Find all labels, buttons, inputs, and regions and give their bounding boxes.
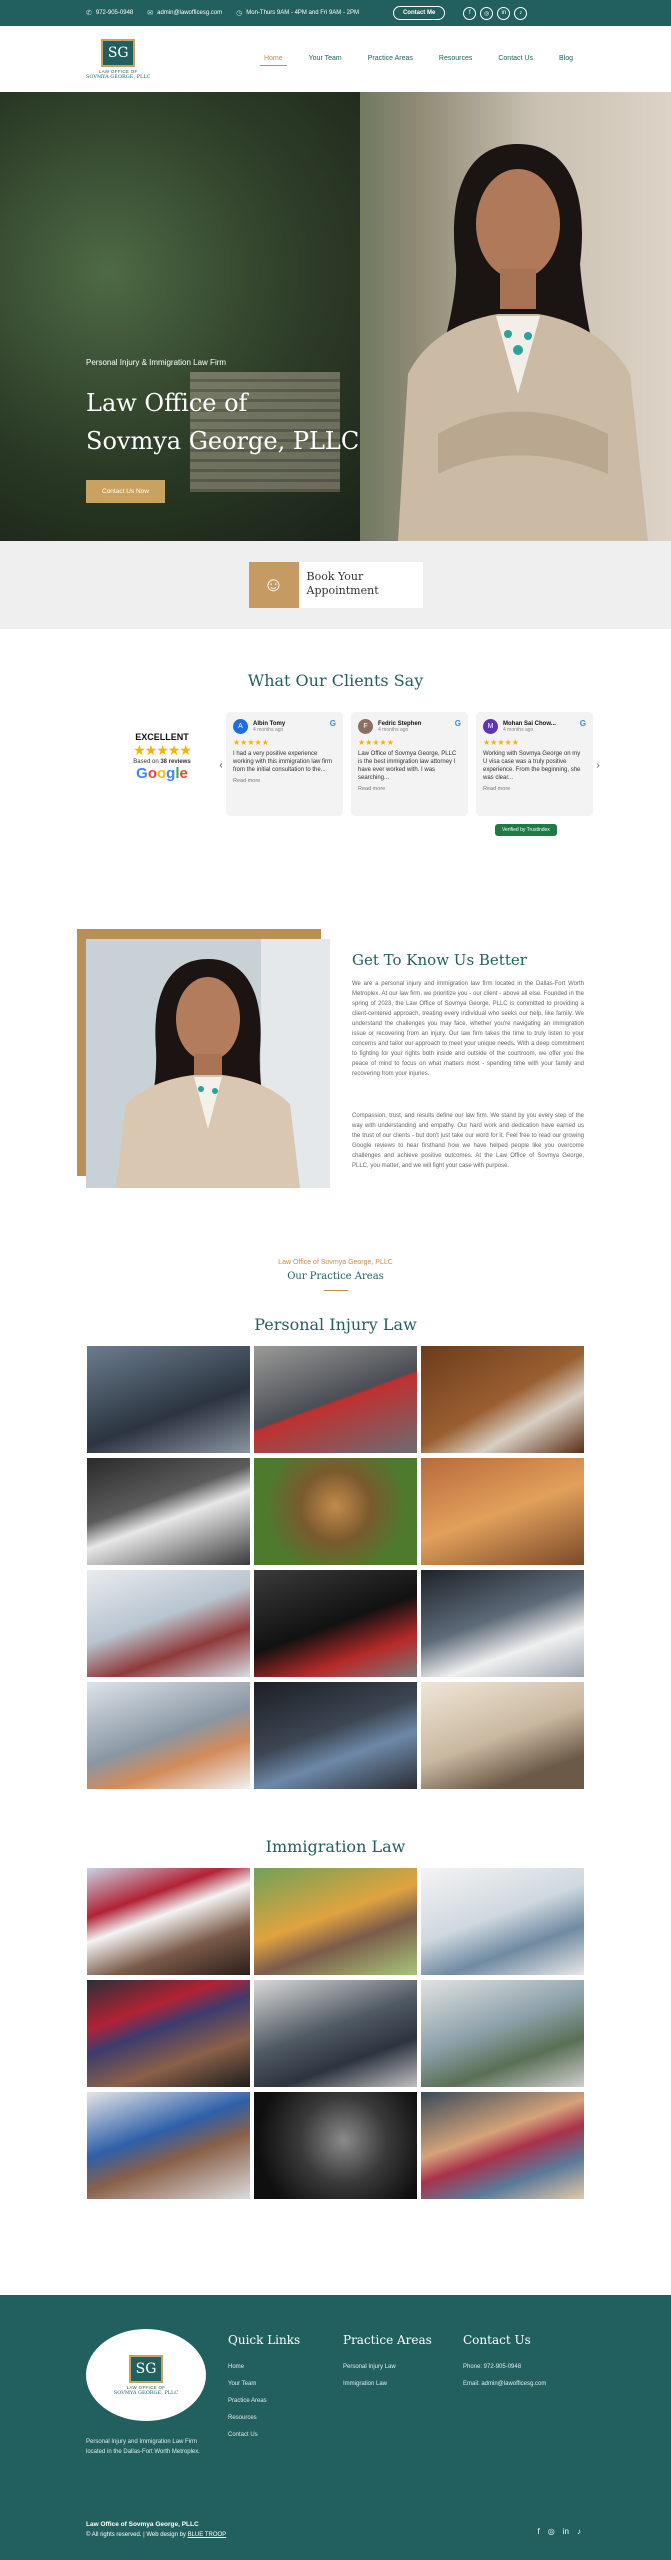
immigration-tile-consultation[interactable] [421, 1868, 584, 1975]
contact-us-now-button[interactable]: Contact Us Now [86, 480, 165, 503]
practice-tile-car-accident[interactable] [87, 1346, 250, 1453]
nav-resources[interactable]: Resources [438, 55, 473, 62]
about-title: Get To Know Us Better [352, 951, 527, 969]
practice-divider [324, 1290, 348, 1291]
practice-tile-workplace-injury[interactable] [421, 1346, 584, 1453]
verified-badge[interactable]: Verified by Trustindex [495, 824, 557, 836]
practice-tile-slip-and-fall[interactable] [87, 1458, 250, 1565]
footer-link-immigration[interactable]: Immigration Law [343, 2381, 388, 2387]
footer-link-resources[interactable]: Resources [228, 2415, 257, 2421]
practice-tile-construction-accident[interactable] [421, 1458, 584, 1565]
phone-icon: ✆ [86, 10, 92, 17]
immigration-tile-office-meeting[interactable] [254, 1980, 417, 2087]
practice-tile-pedestrian-accident[interactable] [254, 1346, 417, 1453]
footer-firm-name: Law Office of Sovmya George, PLLC [86, 2521, 199, 2528]
top-social-links [463, 7, 527, 20]
review-card [226, 712, 343, 816]
google-icon: G [579, 719, 586, 728]
about-section [0, 869, 671, 1227]
nav-blog[interactable]: Blog [558, 55, 573, 62]
nav-contact-us[interactable]: Contact Us [498, 55, 533, 62]
immigration-tile-couple[interactable] [421, 1980, 584, 2087]
main-nav [260, 52, 577, 66]
hero-title-line1: Law Office of [86, 389, 248, 417]
practice-tile-motorcycle-accident[interactable] [254, 1570, 417, 1677]
review-text: Working with Sovmya George on my U visa case was a truly positive experience. From the beginning, she was clear... [483, 751, 581, 781]
rating-stars-icon: ★★★★★ [133, 742, 191, 758]
book-line2: Appointment [306, 584, 379, 597]
review-card [351, 712, 468, 816]
footer-contact [463, 2333, 546, 2393]
footer-phone[interactable]: Phone: 972-905-0948 [463, 2364, 522, 2370]
hero-tagline: Personal Injury & Immigration Law Firm [86, 358, 227, 367]
practice-title: Our Practice Areas [287, 1271, 384, 1282]
reviewer-avatar: F [358, 719, 373, 734]
booking-section [0, 541, 671, 629]
footer-link-your-team[interactable]: Your Team [228, 2381, 257, 2387]
practice-tile-wrongful-death[interactable] [87, 1682, 250, 1789]
footer-logo-name: SOVMYA GEORGE, PLLC [113, 2389, 179, 2396]
top-phone: 972-905-0948 [95, 10, 134, 16]
review-time: 4 months ago [378, 726, 409, 733]
footer-contact-title: Contact Us [463, 2333, 531, 2347]
hours-item [236, 9, 359, 17]
footer-practice-title: Practice Areas [343, 2333, 432, 2347]
book-appointment-text [299, 562, 379, 608]
logo-sub: LAW OFFICE OF [98, 68, 138, 74]
review-stars-icon: ★★★★★ [358, 738, 394, 747]
contact-me-button[interactable]: Contact Me [393, 6, 445, 20]
read-more-link[interactable]: Read more [483, 786, 511, 792]
review-stars-icon: ★★★★★ [233, 738, 269, 747]
clock-icon: ◷ [236, 10, 243, 17]
reviewer-name: Mohan Sai Chow... [503, 720, 556, 727]
appointment-icon: ☺ [249, 562, 299, 608]
site-footer [0, 2295, 671, 2560]
email-item[interactable] [147, 9, 222, 17]
practice-section [0, 1227, 671, 2249]
practice-tile-car-seat[interactable] [254, 1682, 417, 1789]
site-header [0, 26, 671, 92]
immigration-tile-flag-woman[interactable] [87, 1868, 250, 1975]
reviewer-name: Albin Tomy [253, 720, 286, 727]
immigration-tile-students[interactable] [87, 2092, 250, 2199]
hero-section [0, 92, 671, 541]
footer-quick-links [228, 2333, 300, 2444]
rating-based-on: Based on 38 reviews [133, 759, 191, 765]
immigration-title: Immigration Law [265, 1837, 406, 1856]
reviews-title: What Our Clients Say [247, 671, 424, 690]
immigration-tile-family[interactable] [254, 1868, 417, 1975]
about-paragraph-2: Compassion, trust, and results define our law firm. We stand by you every step of the way with understanding and empathy. Our hard work and dedication have earned us the trust of our clients - but don't just take our word for it. Feel free to read our growing Google reviews to hear firsthand how we have helped people like you overcome challenges and achieve positive outcomes. At the Law Office of Sovmya George, PLLC, you matter, and we will fight your case with purpose. [352, 1113, 584, 1169]
quick-links-title: Quick Links [228, 2333, 301, 2347]
review-card [476, 712, 593, 816]
about-paragraph-1: We are a personal injury and immigration law firm located in the Dallas-Fort Worth Metroplex. At our law firm, we prioritize you - our client - above all else. Founded in the spring of 2023, the Law Office of Sovmya George, PLLC is committed to providing a client-centered approach, treating every individual who seeks our help, like family. We understand the challenges you may face, whether you're navigating an immigration issue or recovering from an injury. Our law firm takes the time to truly listen to your concerns and tailor our approach to meet your unique needs. With a deep commitment to fighting for your rights both inside and outside of the courtroom, we offer you the peace of mind to focus on what matters most - spending time with your family and recovering from your injuries. [352, 981, 584, 1077]
footer-logo-monogram: SG [129, 2355, 163, 2383]
nav-your-team[interactable]: Your Team [308, 55, 342, 62]
reviewer-avatar: A [233, 719, 248, 734]
practice-tile-dog-bite[interactable] [254, 1458, 417, 1565]
hero-title-line2: Sovmya George, PLLC [86, 427, 360, 455]
tiktok-icon[interactable]: ♪ [514, 7, 527, 20]
google-icon: G [329, 719, 336, 728]
book-appointment-card[interactable] [249, 562, 423, 608]
read-more-link[interactable]: Read more [233, 778, 261, 784]
footer-designer-link[interactable]: BLUE TROOP [187, 2532, 227, 2538]
review-time: 4 months ago [503, 726, 534, 733]
reviewer-name: Fedric Stephen [378, 720, 422, 727]
practice-tile-wheelchair[interactable] [421, 1682, 584, 1789]
phone-item[interactable] [86, 9, 133, 17]
logo-monogram: SG [101, 39, 135, 67]
tiktok-icon[interactable]: ♪ [577, 2527, 581, 2536]
rating-summary [108, 732, 216, 782]
reviews-prev-arrow[interactable]: ‹ [219, 760, 223, 771]
top-hours: Mon-Thurs 9AM - 4PM and Fri 9AM - 2PM [246, 10, 359, 16]
google-icon: G [454, 719, 461, 728]
instagram-icon[interactable]: ◎ [480, 7, 493, 20]
reviews-next-arrow[interactable]: › [596, 760, 600, 771]
reviewer-avatar: M [483, 719, 498, 734]
linkedin-icon[interactable]: in [562, 2527, 569, 2536]
immigration-tile-group[interactable] [421, 2092, 584, 2199]
top-bar [0, 0, 671, 26]
practice-tile-medical-consultation[interactable] [87, 1570, 250, 1677]
instagram-icon[interactable]: ◎ [547, 2527, 555, 2536]
facebook-icon[interactable]: f [537, 2527, 540, 2536]
immigration-tile-citizenship[interactable] [87, 1980, 250, 2087]
review-cards [226, 712, 593, 816]
google-logo: Google [136, 765, 188, 782]
practice-tile-brain-injury[interactable] [421, 1570, 584, 1677]
review-text: Law Office of Sovmya George, PLLC is the best immigration law attorney I have ever worked with. I was searching... [358, 751, 457, 781]
nav-home[interactable]: Home [260, 52, 287, 66]
footer-logo[interactable] [86, 2329, 206, 2421]
footer-logo-sub: LAW OFFICE OF [126, 2384, 166, 2390]
nav-practice-areas[interactable]: Practice Areas [367, 55, 413, 62]
review-text: I had a very positive experience working with this immigration law firm from the initial consultation to the... [233, 751, 333, 773]
footer-link-personal-injury[interactable]: Personal Injury Law [343, 2364, 396, 2370]
reviews-row [0, 712, 671, 816]
logo-name: SOVMYA GEORGE, PLLC [86, 73, 151, 80]
linkedin-icon[interactable]: in [497, 7, 510, 20]
footer-about: Personal Injury and Immigration Law Firm located in the Dallas-Fort Worth Metroplex. [86, 2439, 200, 2455]
rating-label: EXCELLENT [135, 732, 189, 742]
personal-injury-title: Personal Injury Law [254, 1315, 417, 1334]
hero-title [86, 384, 359, 460]
read-more-link[interactable]: Read more [358, 786, 386, 792]
footer-email[interactable]: Email: admin@lawofficesg.com [463, 2381, 547, 2387]
about-photo [86, 939, 330, 1188]
hero-portrait [368, 104, 668, 541]
facebook-icon[interactable]: f [463, 7, 476, 20]
top-email: admin@lawofficesg.com [157, 10, 223, 16]
personal-injury-grid [0, 1346, 671, 1789]
footer-rights: © All rights reserved. | Web design by [86, 2532, 186, 2538]
book-line1: Book Your [306, 570, 364, 583]
review-time: 4 months ago [253, 726, 284, 733]
review-stars-icon: ★★★★★ [483, 738, 519, 747]
footer-social-links [538, 2527, 581, 2536]
immigration-grid [0, 1868, 671, 2199]
practice-kicker: Law Office of Sovmya George, PLLC [278, 1259, 393, 1266]
mail-icon: ✉ [147, 10, 154, 17]
practice-bottom-spacer [0, 2199, 671, 2249]
footer-bottom [86, 2520, 226, 2540]
immigration-tile-distress[interactable] [254, 2092, 417, 2199]
footer-link-home[interactable]: Home [228, 2364, 245, 2370]
footer-practice-areas [343, 2333, 432, 2393]
site-logo[interactable] [86, 39, 150, 80]
footer-link-contact-us[interactable]: Contact Us [228, 2432, 258, 2438]
footer-link-practice-areas[interactable]: Practice Areas [228, 2398, 267, 2404]
reviews-section [0, 629, 671, 869]
